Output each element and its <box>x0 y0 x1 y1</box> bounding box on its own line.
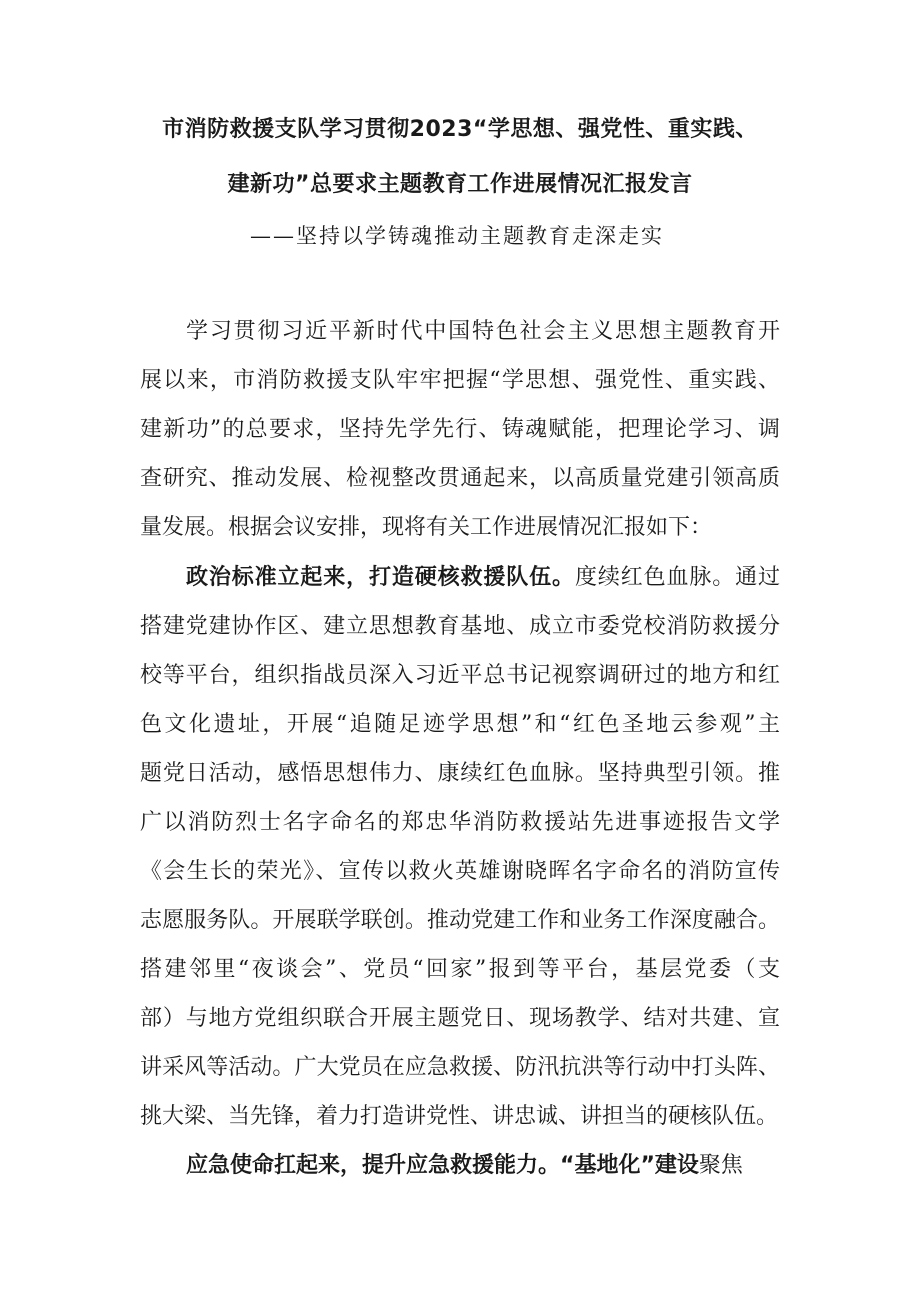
paragraph-3-heading: 应急使命扛起来，提升应急救援能力。“基地化”建设 <box>186 1153 699 1178</box>
paragraph-2-line-2: 搭建党建协作区、建立思想教育基地、成立市委党校消防救援分 <box>140 614 780 639</box>
paragraph-2-line-4: 色文化遗址，开展“追随足迹学思想”和“红色圣地云参观”主 <box>140 712 780 737</box>
paragraph-2-line-1 <box>186 563 780 593</box>
paragraph-1-line-4: 查研究、推动发展、检视整改贯通起来，以高质量党建引领高质 <box>140 466 780 491</box>
paragraph-3-first-line-text: 聚焦 <box>698 1153 743 1178</box>
paragraph-3-line-1 <box>186 1151 780 1181</box>
paragraph-2-line-7: 《会生长的荣光》、宣传以救火英雄谢晓晖名字命名的消防宣传 <box>140 859 780 884</box>
paragraph-2-line-12: 挑大梁、当先锋，着力打造讲党性、讲忠诚、讲担当的硬核队伍。 <box>140 1104 779 1129</box>
document-title-line-2: 建新功”总要求主题教育工作进展情况汇报发言 <box>227 172 693 197</box>
paragraph-2-first-line-text: 度续红色血脉。通过 <box>574 565 780 590</box>
paragraph-2-line-9: 搭建邻里“夜谈会”、党员“回家”报到等平台，基层党委（支 <box>140 957 780 982</box>
paragraph-2-line-6: 广以消防烈士名字命名的郑忠华消防救援站先进事迹报告文学 <box>140 810 780 835</box>
paragraph-2-line-5: 题党日活动，感悟思想伟力、康续红色血脉。坚持典型引领。推 <box>140 761 780 786</box>
paragraph-2-heading: 政治标准立起来，打造硬核救援队伍。 <box>186 565 575 590</box>
paragraph-1-line-1: 学习贯彻习近平新时代中国特色社会主义思想主题教育开 <box>186 319 780 344</box>
paragraph-2-line-3: 校等平台，组织指战员深入习近平总书记视察调研过的地方和红 <box>140 663 780 688</box>
paragraph-2-line-8: 志愿服务队。开展联学联创。推动党建工作和业务工作深度融合。 <box>140 908 780 933</box>
document-subtitle: ——坚持以学铸魂推动主题教育走深走实 <box>250 224 664 248</box>
paragraph-1-line-2: 展以来，市消防救援支队牢牢把握“学思想、强党性、重实践、 <box>140 368 780 393</box>
document-title-line-1: 市消防救援支队学习贯彻2023“学思想、强党性、重实践、 <box>162 117 758 142</box>
paragraph-1-line-5: 量发展。根据会议安排，现将有关工作进展情况汇报如下： <box>140 515 713 540</box>
paragraph-1-line-3: 建新功”的总要求，坚持先学先行、铸魂赋能，把理论学习、调 <box>140 417 780 442</box>
paragraph-2-line-10: 部）与地方党组织联合开展主题党日、现场教学、结对共建、宣 <box>140 1006 780 1031</box>
paragraph-2-line-11: 讲采风等活动。广大党员在应急救援、防汛抗洪等行动中打头阵、 <box>140 1055 780 1080</box>
